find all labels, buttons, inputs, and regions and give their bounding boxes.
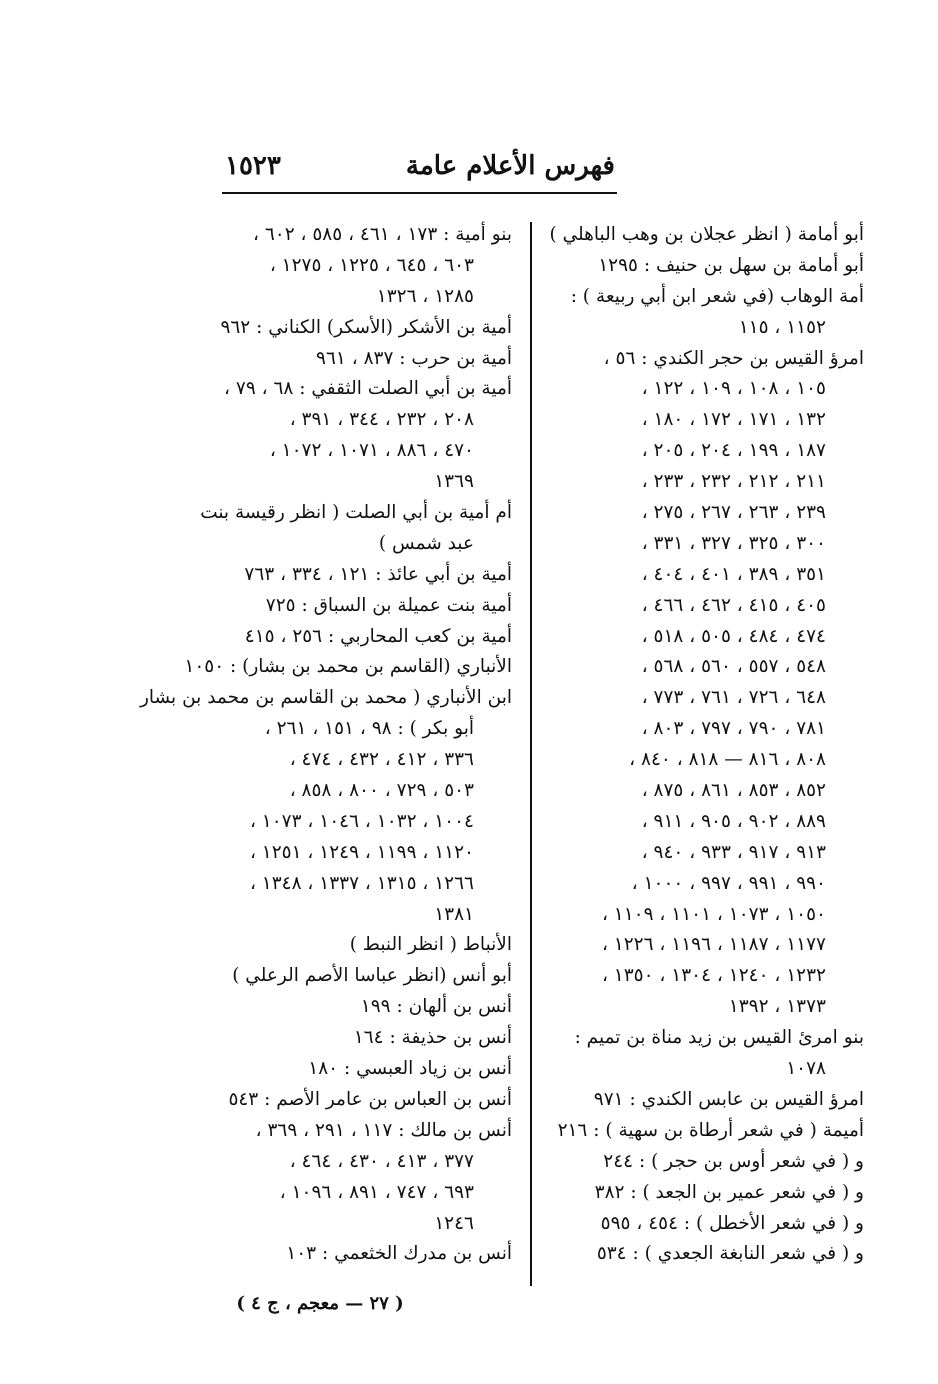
index-entry-line: ٧٨١ ، ٧٩٠ ، ٧٩٧ ، ٨٠٣ ، (641, 718, 826, 740)
index-entry-line: ١٠٠٤ ، ١٠٣٢ ، ١٠٤٦ ، ١٠٧٣ ، (249, 810, 474, 832)
signature-mark: ( ٢٧ — معجم ، ج ٤ ) (236, 1293, 404, 1314)
index-entry-line: أمية بن كعب المحاربي : ٢٥٦ ، ٤١٥ (244, 625, 512, 647)
index-entry-line: و ( في شعر أوس بن حجر ) : ٢٤٤ (603, 1150, 864, 1172)
index-entry-line: ١٠٧٨ (786, 1058, 826, 1080)
index-entry-line: ١٢٦٦ ، ١٣١٥ ، ١٣٣٧ ، ١٣٤٨ ، (249, 872, 474, 894)
index-entry-line: امرؤ القيس بن عابس الكندي : ٩٧١ (593, 1088, 864, 1110)
index-entry-line: ٢١١ ، ٢١٢ ، ٢٣٢ ، ٢٣٣ ، (641, 471, 826, 493)
index-column-right (548, 220, 864, 1270)
index-entry-line: ١١٥٢ ، ١١٥ (738, 316, 826, 338)
index-entry-line: أمية بن أبي عائذ : ١٢١ ، ٣٣٤ ، ٧٦٣ (244, 563, 512, 585)
index-entry-line: ٨٥٢ ، ٨٥٣ ، ٨٦١ ، ٨٧٥ ، (641, 780, 826, 802)
index-column-left (139, 220, 512, 1270)
index-entry-line: أمية بنت عميلة بن السباق : ٧٢٥ (265, 594, 512, 616)
index-entry-line: ١٢٤٦ (434, 1212, 474, 1234)
index-entry-line: أبو أنس (انظر عباسا الأصم الرعلي ) (232, 965, 512, 987)
index-entry-line: أمية بن حرب : ٨٣٧ ، ٩٦١ (316, 347, 512, 369)
index-entry-line: ٦٤٨ ، ٧٢٦ ، ٧٦١ ، ٧٧٣ ، (641, 687, 826, 709)
index-entry-line: ٤٧٠ ، ٨٨٦ ، ١٠٧١ ، ١٠٧٢ ، (269, 440, 474, 462)
index-entry-line: ٣٥١ ، ٣٨٩ ، ٤٠١ ، ٤٠٤ ، (641, 563, 826, 585)
index-entry-line: أمة الوهاب (في شعر ابن أبي ربيعة ) : (570, 285, 864, 307)
page-number: ١٥٢٣ (225, 151, 281, 181)
page-header (225, 148, 615, 188)
index-entry-line: أنس بن مالك : ١١٧ ، ٢٩١ ، ٣٦٩ ، (255, 1119, 512, 1141)
index-entry-line: و ( في شعر الأخطل ) : ٤٥٤ ، ٥٩٥ (600, 1212, 864, 1234)
index-entry-line: ٤٧٤ ، ٤٨٤ ، ٥٠٥ ، ٥١٨ ، (641, 625, 826, 647)
index-entry-line: ١٠٥٠ ، ١٠٧٣ ، ١١٠١ ، ١١٠٩ ، (601, 903, 826, 925)
index-entry-line: ٦٩٣ ، ٧٤٧ ، ٨٩١ ، ١٠٩٦ ، (279, 1181, 474, 1203)
index-entry-line: أبو أمامة ( انظر عجلان بن وهب الباهلي ) (549, 224, 864, 245)
index-entry-line: ٤٠٥ ، ٤١٥ ، ٤٦٢ ، ٤٦٦ ، (641, 594, 826, 616)
index-entry-line: أميمة ( في شعر أرطاة بن سهية ) : ٢١٦ (557, 1119, 864, 1141)
index-entry-line: بنو أمية : ١٧٣ ، ٤٦١ ، ٥٨٥ ، ٦٠٢ ، (252, 224, 512, 245)
index-entry-line: أمية بن أبي الصلت الثقفي : ٦٨ ، ٧٩ ، (224, 378, 512, 400)
index-entry-line: الأنباط ( انظر النبط ) (349, 934, 512, 956)
page-title: فهرس الأعلام عامة (405, 151, 615, 181)
index-entry-line: ٣٣٦ ، ٤١٢ ، ٤٣٢ ، ٤٧٤ ، (289, 749, 474, 771)
index-entry-line: أنس بن مدرك الخثعمي : ١٠٣ (286, 1243, 512, 1265)
index-entry-line: ١٣٢ ، ١٧١ ، ١٧٢ ، ١٨٠ ، (641, 409, 826, 431)
index-entry-line: و ( في شعر النابغة الجعدي ) : ٥٣٤ (596, 1243, 864, 1265)
index-entry-line: ١٣٨١ (434, 903, 474, 925)
index-entry-line: و ( في شعر عمير بن الجعد ) : ٣٨٢ (594, 1181, 864, 1203)
index-entry-line: أنس بن ألهان : ١٩٩ (360, 996, 512, 1018)
index-entry-line: ١١٧٧ ، ١١٨٧ ، ١١٩٦ ، ١٢٢٦ ، (601, 934, 826, 956)
index-entry-line: ٨٨٩ ، ٩٠٢ ، ٩٠٥ ، ٩١١ ، (641, 810, 826, 832)
index-entry-line: ١٣٧٣ ، ١٣٩٢ (728, 996, 826, 1018)
index-entry-line: أنس بن زياد العبسي : ١٨٠ (308, 1058, 512, 1080)
index-entry-line: ٢٠٨ ، ٢٣٢ ، ٣٤٤ ، ٣٩١ ، (289, 409, 474, 431)
index-entry-line: أبو بكر ) : ٩٨ ، ١٥١ ، ٢٦١ ، (264, 718, 474, 740)
index-entry-line: امرؤ القيس بن حجر الكندي : ٥٦ ، (603, 347, 864, 369)
index-entry-line: ٢٣٩ ، ٢٦٣ ، ٢٦٧ ، ٢٧٥ ، (641, 502, 826, 524)
index-entry-line: بنو امرئ القيس بن زيد مناة بن تميم : (574, 1027, 864, 1049)
index-entry-line: الأنباري (القاسم بن محمد بن بشار) : ١٠٥٠ (184, 656, 512, 678)
index-entry-line: ١٣٦٩ (434, 471, 474, 493)
index-entry-line: ابن الأنباري ( محمد بن القاسم بن محمد بن بشار (139, 687, 512, 709)
column-divider (530, 222, 532, 1286)
index-entry-line: ٥٠٣ ، ٧٢٩ ، ٨٠٠ ، ٨٥٨ ، (289, 780, 474, 802)
index-entry-line: ٩٩٠ ، ٩٩١ ، ٩٩٧ ، ١٠٠٠ ، (631, 872, 826, 894)
header-rule (222, 192, 617, 194)
index-entry-line: ٥٤٨ ، ٥٥٧ ، ٥٦٠ ، ٥٦٨ ، (641, 656, 826, 678)
index-entry-line: أنس بن العباس بن عامر الأصم : ٥٤٣ (228, 1088, 512, 1110)
index-entry-line: ١٢٣٢ ، ١٢٤٠ ، ١٣٠٤ ، ١٣٥٠ ، (601, 965, 826, 987)
index-entry-line: ١١٢٠ ، ١١٩٩ ، ١٢٤٩ ، ١٢٥١ ، (249, 841, 474, 863)
index-entry-line: ٦٠٣ ، ٦٤٥ ، ١٢٢٥ ، ١٢٧٥ ، (269, 254, 474, 276)
index-entry-line: أنس بن حذيفة : ١٦٤ (353, 1027, 512, 1049)
index-entry-line: ٣٧٧ ، ٤١٣ ، ٤٣٠ ، ٤٦٤ ، (289, 1150, 474, 1172)
index-entry-line: ١٢٨٥ ، ١٣٢٦ (376, 285, 474, 307)
index-entry-line: ٨٠٨ ، ٨١٦ — ٨١٨ ، ٨٤٠ ، (629, 749, 826, 771)
index-entry-line: ٣٠٠ ، ٣٢٥ ، ٣٢٧ ، ٣٣١ ، (641, 532, 826, 554)
index-entry-line: أم أمية بن أبي الصلت ( انظر رقيسة بنت (200, 502, 512, 524)
index-entry-line: أمية بن الأشكر (الأسكر) الكناني : ٩٦٢ (220, 316, 512, 338)
index-entry-line: عبد شمس ) (378, 532, 474, 554)
index-entry-line: ٩١٣ ، ٩١٧ ، ٩٣٣ ، ٩٤٠ ، (641, 841, 826, 863)
index-entry-line: أبو أمامة بن سهل بن حنيف : ١٢٩٥ (598, 254, 864, 276)
index-entry-line: ١٠٥ ، ١٠٨ ، ١٠٩ ، ١٢٢ ، (641, 378, 826, 400)
index-entry-line: ١٨٧ ، ١٩٩ ، ٢٠٤ ، ٢٠٥ ، (641, 440, 826, 462)
